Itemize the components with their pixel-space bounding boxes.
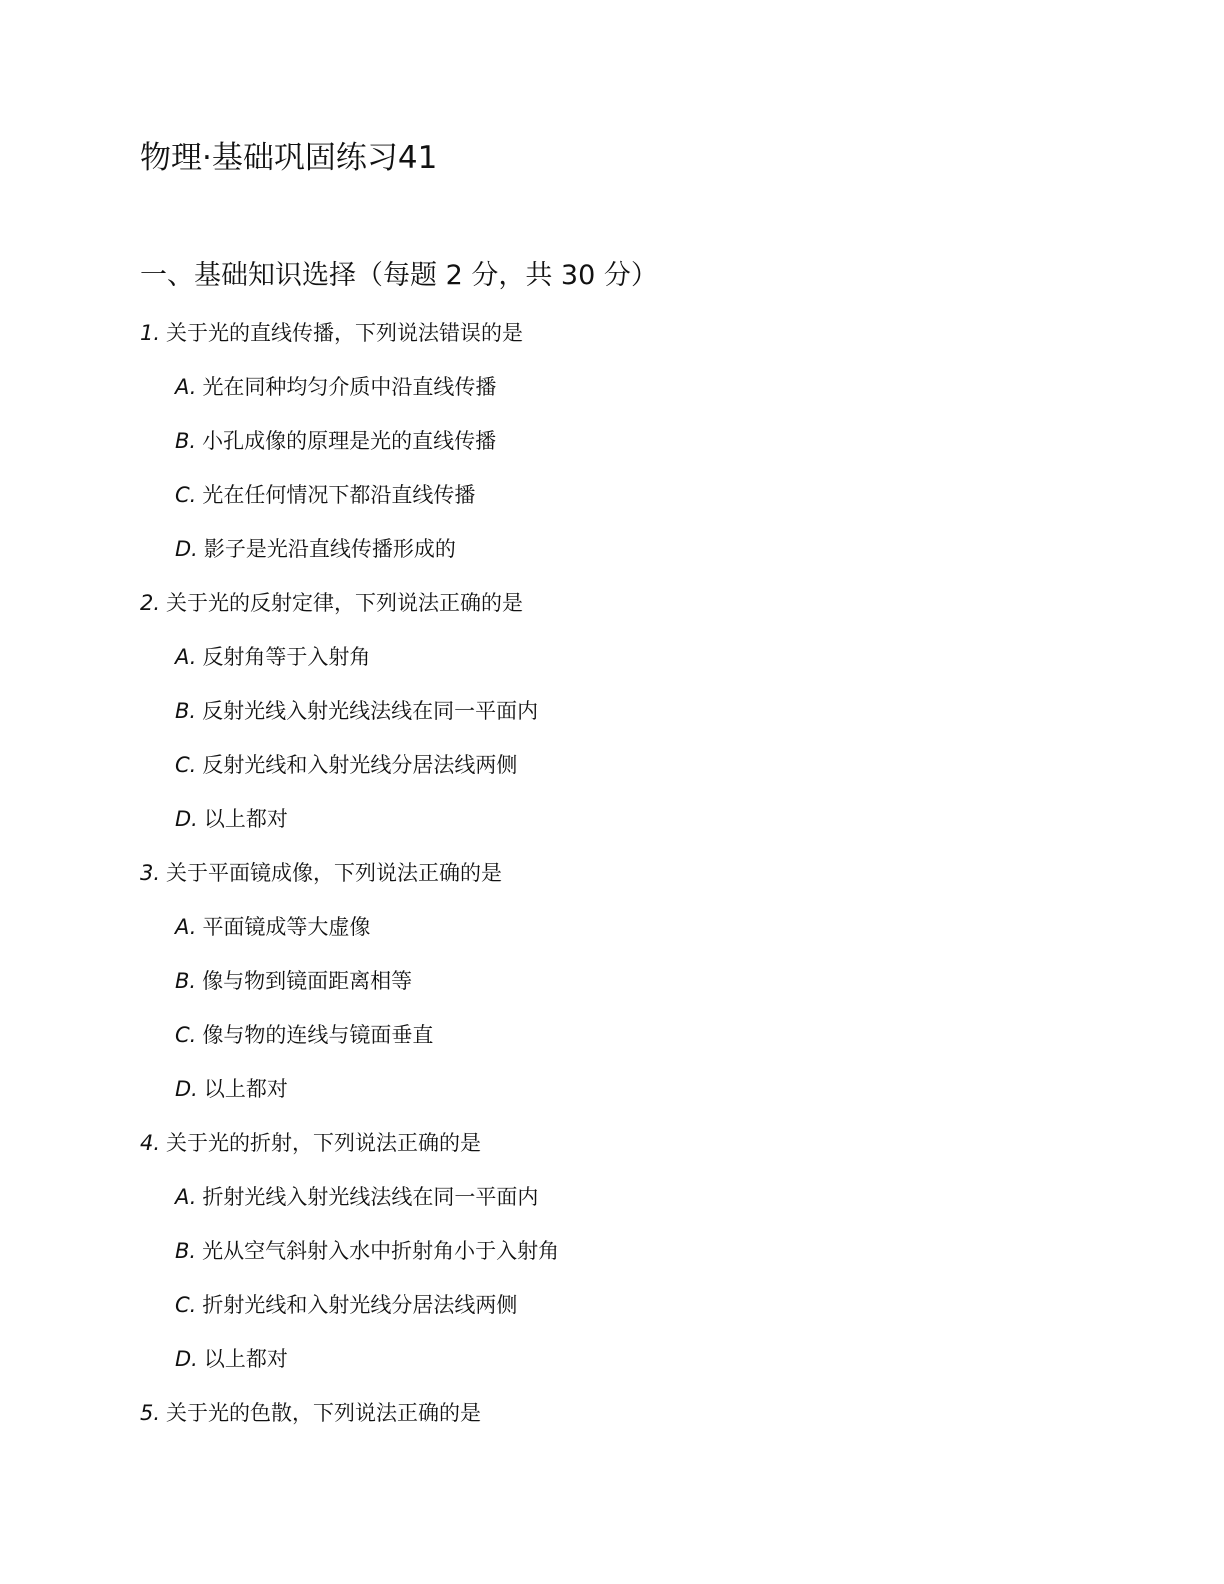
option-key: B. <box>175 699 197 723</box>
option-key: A. <box>175 1185 197 1209</box>
option-key: A. <box>175 375 197 399</box>
option-key: A. <box>175 915 197 939</box>
option-text: 反射角等于入射角 <box>202 645 371 669</box>
question-4 <box>140 1128 1140 1398</box>
option-text: 光在同种均匀介质中沿直线传播 <box>202 375 497 399</box>
question-text: 关于光的直线传播，下列说法错误的是 <box>166 321 524 345</box>
option-key: C. <box>175 483 197 507</box>
question-stem <box>140 588 1140 642</box>
option-a <box>140 912 1140 966</box>
option-text: 影子是光沿直线传播形成的 <box>203 537 456 561</box>
option-d <box>140 1344 1140 1398</box>
question-5 <box>140 1398 1140 1452</box>
question-3 <box>140 858 1140 1128</box>
question-1 <box>140 318 1140 588</box>
question-number: 2. <box>140 591 161 615</box>
option-text: 反射光线入射光线法线在同一平面内 <box>202 699 539 723</box>
question-2 <box>140 588 1140 858</box>
option-key: B. <box>175 1239 197 1263</box>
question-list <box>140 318 1140 1452</box>
document-title: 物理·基础巩固练习41 <box>140 140 438 176</box>
question-number: 5. <box>140 1401 161 1425</box>
question-number: 3. <box>140 861 161 885</box>
option-text: 光从空气斜射入水中折射角小于入射角 <box>202 1239 560 1263</box>
question-text: 关于光的反射定律，下列说法正确的是 <box>166 591 524 615</box>
question-text: 关于光的折射，下列说法正确的是 <box>166 1131 482 1155</box>
option-c <box>140 750 1140 804</box>
option-key: B. <box>175 969 197 993</box>
option-a <box>140 1182 1140 1236</box>
option-b <box>140 426 1140 480</box>
option-c <box>140 1020 1140 1074</box>
option-text: 反射光线和入射光线分居法线两侧 <box>202 753 518 777</box>
option-a <box>140 372 1140 426</box>
option-key: D. <box>175 537 198 561</box>
option-text: 像与物到镜面距离相等 <box>202 969 413 993</box>
option-b <box>140 696 1140 750</box>
option-key: A. <box>175 645 197 669</box>
option-c <box>140 1290 1140 1344</box>
question-stem <box>140 1128 1140 1182</box>
option-text: 以上都对 <box>203 807 288 831</box>
option-key: C. <box>175 753 197 777</box>
option-key: C. <box>175 1293 197 1317</box>
option-text: 光在任何情况下都沿直线传播 <box>202 483 476 507</box>
option-b <box>140 966 1140 1020</box>
option-d <box>140 534 1140 588</box>
option-b <box>140 1236 1140 1290</box>
option-text: 像与物的连线与镜面垂直 <box>202 1023 434 1047</box>
option-text: 平面镜成等大虚像 <box>202 915 371 939</box>
option-d <box>140 1074 1140 1128</box>
option-c <box>140 480 1140 534</box>
question-number: 4. <box>140 1131 161 1155</box>
option-key: D. <box>175 807 198 831</box>
section-heading: 一、基础知识选择（每题 2 分，共 30 分） <box>140 260 658 291</box>
question-number: 1. <box>140 321 161 345</box>
option-key: D. <box>175 1347 198 1371</box>
option-text: 小孔成像的原理是光的直线传播 <box>202 429 497 453</box>
option-text: 折射光线和入射光线分居法线两侧 <box>202 1293 518 1317</box>
question-text: 关于平面镜成像，下列说法正确的是 <box>166 861 503 885</box>
question-stem <box>140 318 1140 372</box>
option-key: B. <box>175 429 197 453</box>
question-stem <box>140 858 1140 912</box>
option-text: 以上都对 <box>203 1077 288 1101</box>
question-text: 关于光的色散，下列说法正确的是 <box>166 1401 482 1425</box>
option-d <box>140 804 1140 858</box>
question-stem <box>140 1398 1140 1452</box>
option-key: C. <box>175 1023 197 1047</box>
option-text: 以上都对 <box>203 1347 288 1371</box>
option-key: D. <box>175 1077 198 1101</box>
option-a <box>140 642 1140 696</box>
option-text: 折射光线入射光线法线在同一平面内 <box>202 1185 539 1209</box>
